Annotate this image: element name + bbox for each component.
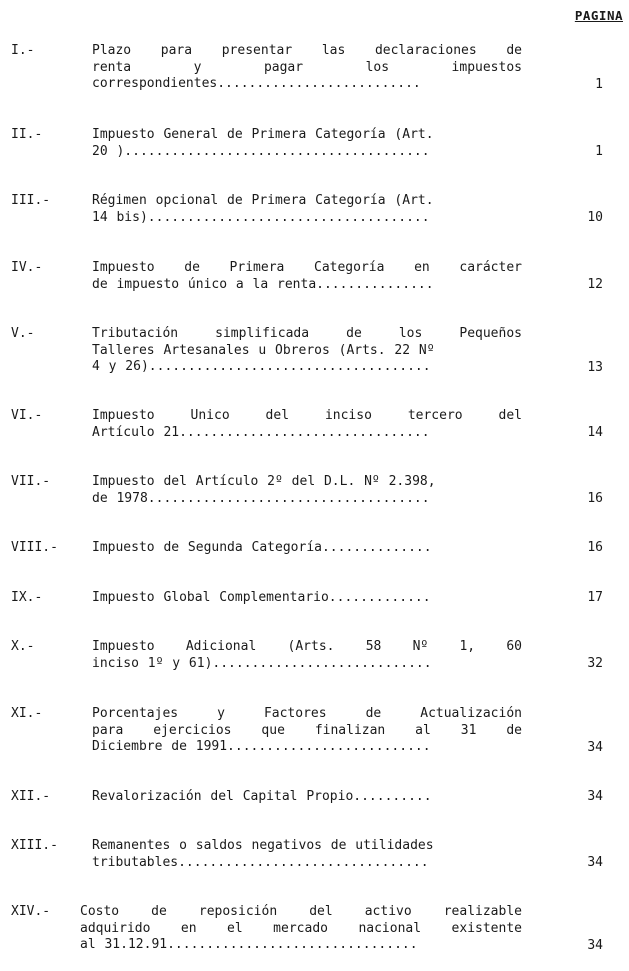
- entry-page-number: 1: [595, 77, 603, 92]
- entry-number: XIV.-: [11, 904, 51, 919]
- entry-title: [92, 540, 522, 557]
- entry-title: [92, 838, 522, 871]
- entry-title-line: inciso 1º y 61)............................: [92, 655, 432, 671]
- entry-number: IX.-: [11, 590, 43, 605]
- entry-number: X.-: [11, 639, 35, 654]
- entry-title-line: Impuesto Unico del inciso tercero del: [92, 408, 522, 423]
- entry-page-number: 34: [587, 938, 603, 953]
- entry-title-line: Artículo 21................................: [92, 424, 430, 440]
- entry-title-line: al 31.12.91................................: [80, 937, 418, 952]
- entry-page-number: 17: [587, 590, 603, 605]
- entry-title-line: 20 ).......................................: [92, 143, 430, 159]
- entry-title: [92, 474, 522, 507]
- entry-title: [92, 127, 522, 160]
- entry-page-number: 1: [595, 144, 603, 159]
- entry-title-line: Régimen opcional de Primera Categoría (Art.: [92, 193, 434, 208]
- entry-title-line: 14 bis)....................................: [92, 209, 430, 225]
- entry-title: [92, 408, 522, 441]
- entry-page-number: 10: [587, 210, 603, 225]
- entry-title-line: Plazo para presentar las declaraciones de: [92, 43, 522, 58]
- entry-page-number: 16: [587, 540, 603, 555]
- entry-title-line: 4 y 26)....................................: [92, 359, 431, 374]
- entry-title: [80, 904, 522, 954]
- entry-page-number: 34: [587, 789, 603, 804]
- entry-title-line: correspondientes..........................: [92, 76, 421, 91]
- entry-number: III.-: [11, 193, 51, 208]
- entry-title-line: Impuesto Global Complementario.............: [92, 590, 431, 605]
- entry-title-line: renta y pagar los impuestos: [92, 59, 522, 75]
- entry-page-number: 13: [587, 360, 603, 375]
- entry-number: IV.-: [11, 260, 43, 275]
- entry-page-number: 16: [587, 491, 603, 506]
- entry-title-line: Talleres Artesanales u Obreros (Arts. 22 Nº: [92, 342, 435, 358]
- entry-title-line: de 1978....................................: [92, 490, 430, 506]
- entry-title-line: para ejercicios que finalizan al 31 de: [92, 722, 522, 738]
- entry-title-line: Porcentajes y Factores de Actualización: [92, 706, 522, 721]
- entry-title: [92, 590, 522, 607]
- entry-number: VIII.-: [11, 540, 58, 555]
- entry-title-line: Costo de reposición del activo realizable: [80, 904, 522, 919]
- entry-page-number: 32: [587, 656, 603, 671]
- entry-title-line: adquirido en el mercado nacional existente: [80, 920, 522, 936]
- entry-title-line: Diciembre de 1991..........................: [92, 739, 431, 754]
- entry-number: VII.-: [11, 474, 51, 489]
- entry-title-line: Revalorización del Capital Propio..........: [92, 789, 432, 804]
- entry-title-line: Impuesto de Segunda Categoría..............: [92, 540, 432, 555]
- entry-title: [92, 260, 522, 293]
- entry-title-line: de impuesto único a la renta...............: [92, 276, 434, 292]
- entry-number: XII.-: [11, 789, 51, 804]
- entry-number: V.-: [11, 326, 35, 341]
- entry-title-line: Remanentes o saldos negativos de utilidades: [92, 838, 434, 853]
- page-header: PAGINA: [574, 8, 623, 23]
- entry-title-line: tributables................................: [92, 854, 429, 870]
- entry-title-line: Impuesto General de Primera Categoría (Art.: [92, 127, 434, 142]
- entry-page-number: 34: [587, 855, 603, 870]
- entry-title-line: Tributación simplificada de los Pequeños: [92, 326, 522, 341]
- entry-title-line: Impuesto de Primera Categoría en carácter: [92, 260, 522, 275]
- entry-number: I.-: [11, 43, 35, 58]
- entry-number: VI.-: [11, 408, 43, 423]
- entry-title: [92, 193, 522, 226]
- entry-title: [92, 789, 522, 806]
- entry-number: XIII.-: [11, 838, 58, 853]
- entry-page-number: 14: [587, 425, 603, 440]
- entry-title: [92, 43, 522, 93]
- entry-title: [92, 639, 522, 672]
- entry-number: II.-: [11, 127, 43, 142]
- entry-number: XI.-: [11, 706, 43, 721]
- entry-page-number: 12: [587, 277, 603, 292]
- entry-title-line: Impuesto Adicional (Arts. 58 Nº 1, 60: [92, 639, 522, 654]
- entry-page-number: 34: [587, 740, 603, 755]
- entry-title-line: Impuesto del Artículo 2º del D.L. Nº 2.398,: [92, 474, 436, 489]
- entry-title: [92, 706, 522, 756]
- entry-title: [92, 326, 522, 376]
